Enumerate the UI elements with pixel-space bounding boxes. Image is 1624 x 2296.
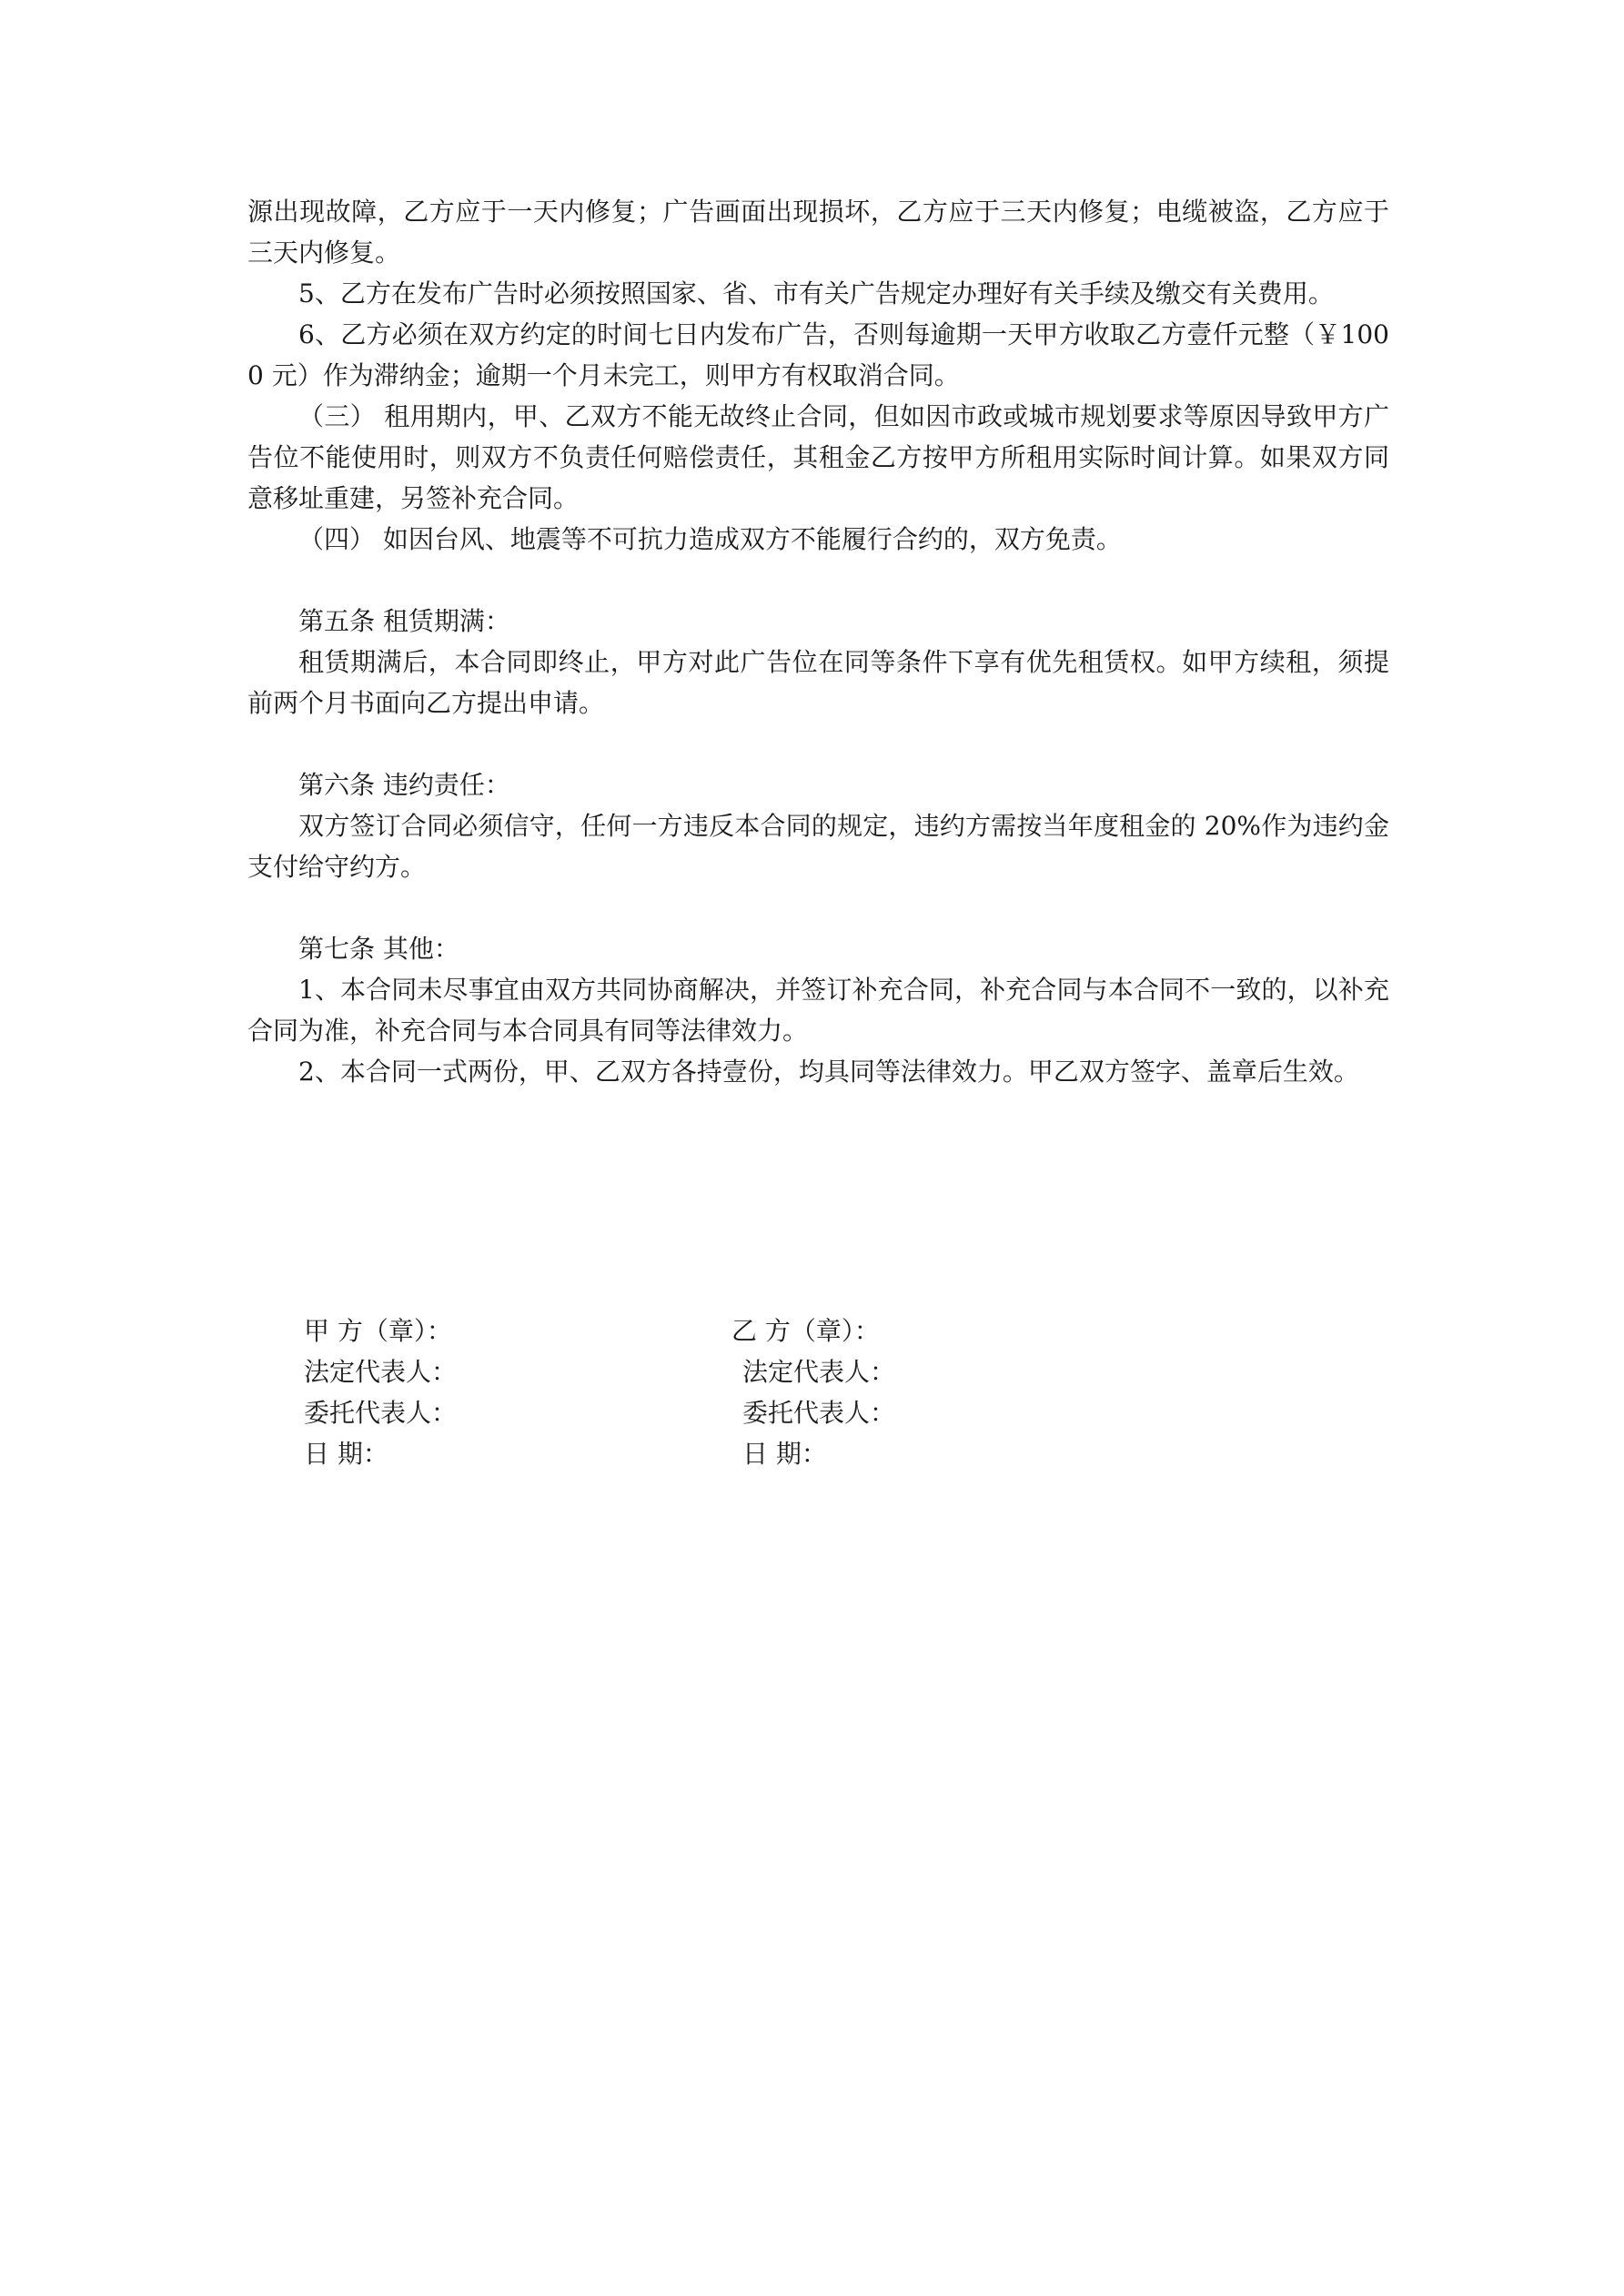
- party-b-agent-label: 委托代表人：: [742, 1398, 896, 1428]
- party-a-seal-label: 甲 方（章）：: [304, 1316, 452, 1346]
- article-6-heading: 第六条 违约责任：: [298, 770, 510, 800]
- paragraph-gap: [247, 887, 1389, 928]
- article-7-heading: 第七条 其他：: [298, 934, 459, 964]
- paragraph-gap: [247, 560, 1389, 601]
- article-5-body: 租赁期满后，本合同即终止，甲方对此广告位在同等条件下享有优先租赁权。如甲方续租，须提前两个月书面向乙方提出申请。: [247, 647, 1389, 718]
- signature-row-legal-rep: [247, 1351, 1389, 1392]
- party-b-legal-rep-label: 法定代表人：: [742, 1357, 896, 1387]
- paragraph-repair-terms: 源出现故障，乙方应于一天内修复；广告画面出现损坏，乙方应于三天内修复；电缆被盗，乙方应于三天内修复。: [247, 197, 1389, 268]
- article-5-heading: 第五条 租赁期满：: [298, 606, 510, 636]
- signature-row-agent: [247, 1392, 1389, 1433]
- paragraph-section-4: （四） 如因台风、地震等不可抗力造成双方不能履行合约的，双方免责。: [298, 524, 1122, 554]
- party-b-date-label: 日 期：: [742, 1439, 827, 1469]
- contract-body: [247, 191, 1389, 1092]
- party-a-legal-rep-label: 法定代表人：: [304, 1357, 458, 1387]
- article-6-body: 双方签订合同必须信守，任何一方违反本合同的规定，违约方需按当年度租金的 20%作为违约金支付给守约方。: [247, 811, 1389, 882]
- signature-row-party: [247, 1310, 1389, 1351]
- paragraph-clause-6: 6、乙方必须在双方约定的时间七日内发布广告，否则每逾期一天甲方收取乙方壹仟元整（￥1000 元）作为滞纳金；逾期一个月未完工，则甲方有权取消合同。: [247, 319, 1389, 390]
- article-7-item-2: 2、本合同一式两份，甲、乙双方各持壹份，均具同等法律效力。甲乙双方签字、盖章后生效。: [298, 1057, 1359, 1087]
- party-b-seal-label: 乙 方（章）：: [731, 1316, 880, 1346]
- party-a-agent-label: 委托代表人：: [304, 1398, 458, 1428]
- paragraph-gap: [247, 723, 1389, 764]
- paragraph-section-3: （三） 租用期内，甲、乙双方不能无故终止合同，但如因市政或城市规划要求等原因导致甲方广告位不能使用时，则双方不负责任何赔偿责任，其租金乙方按甲方所租用实际时间计算。如果双方同意移址重建，另签补充合同。: [247, 401, 1389, 513]
- article-7-item-1: 1、本合同未尽事宜由双方共同协商解决，并签订补充合同，补充合同与本合同不一致的，以补充合同为准，补充合同与本合同具有同等法律效力。: [247, 975, 1389, 1046]
- party-a-date-label: 日 期：: [304, 1439, 388, 1469]
- signature-block: [247, 1310, 1389, 1474]
- paragraph-clause-5: 5、乙方在发布广告时必须按照国家、省、市有关广告规定办理好有关手续及缴交有关费用。: [298, 278, 1334, 308]
- signature-row-date: [247, 1433, 1389, 1474]
